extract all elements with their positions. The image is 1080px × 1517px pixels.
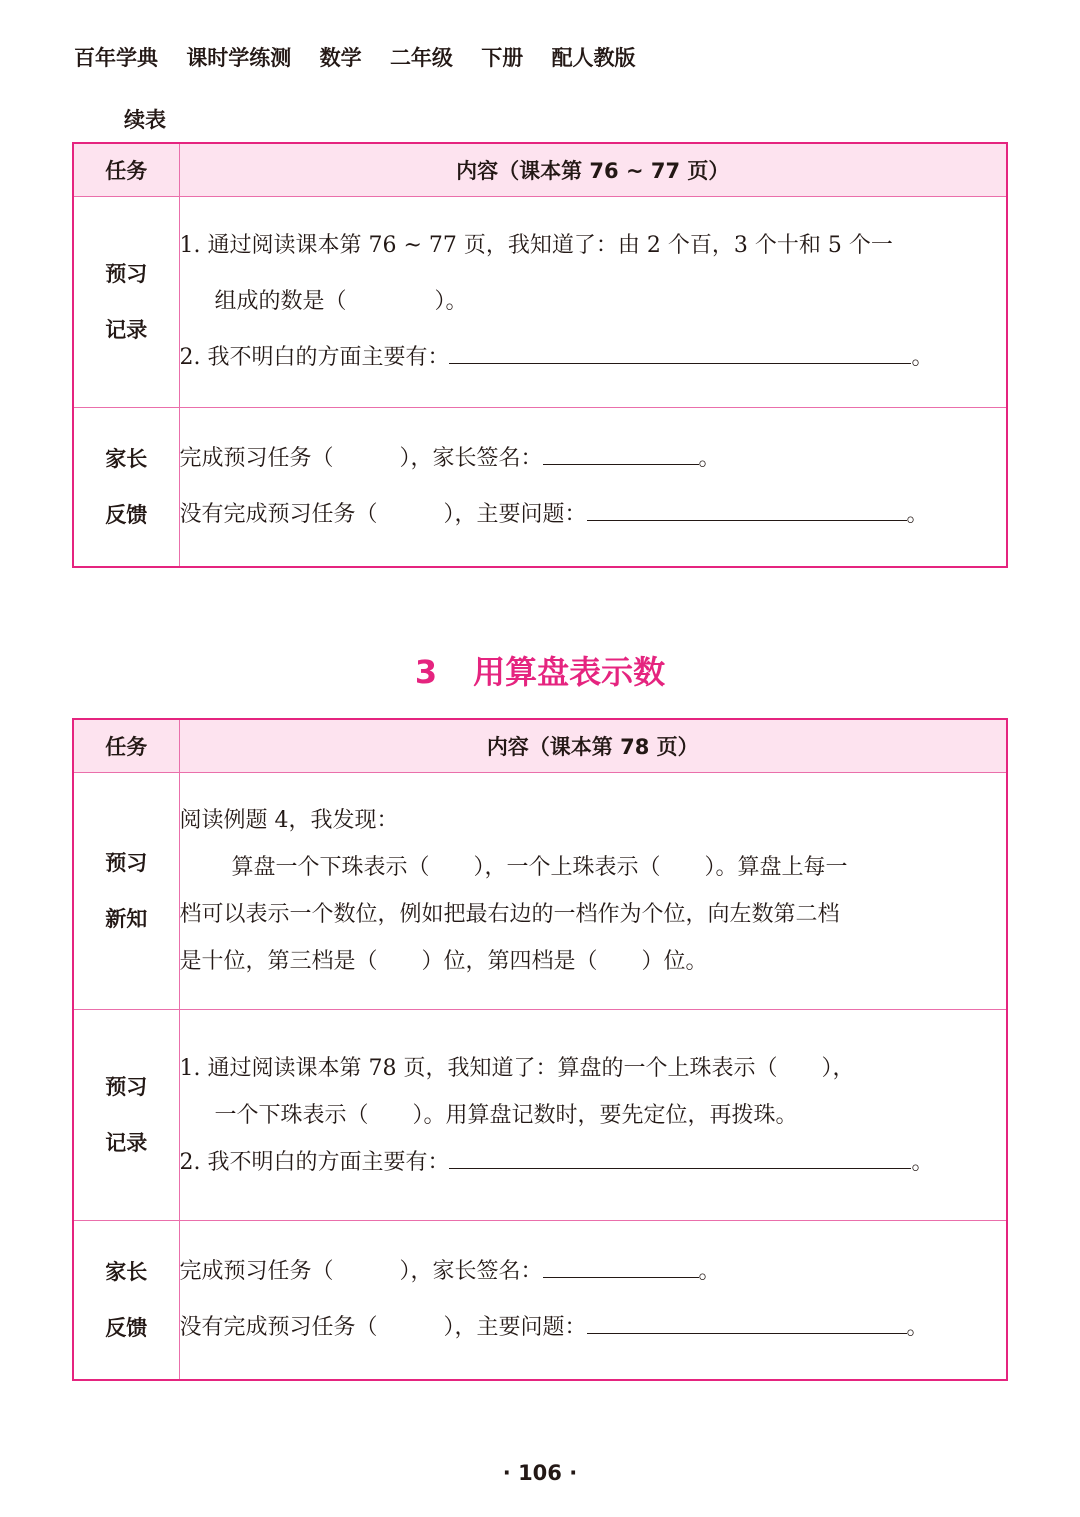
preview-table-continued xyxy=(72,142,1008,568)
text-line: 一个下珠表示（ ）。用算盘记数时，要先定位，再拨珠。 xyxy=(214,1102,798,1128)
col-content-header: 内容（课本第 78 页） xyxy=(179,719,1007,773)
text-line: 没有完成预习任务（ ），主要问题： 。 xyxy=(180,1300,1007,1356)
text-line: 完成预习任务（ ），家长签名： 。 xyxy=(180,1244,1007,1300)
abacus-preview-table xyxy=(72,718,1008,1381)
signature-line[interactable] xyxy=(543,1255,699,1278)
table-header-row xyxy=(73,719,1007,773)
text-line: 1. 通过阅读课本第 78 页，我知道了：算盘的一个上珠表示（ ）， xyxy=(179,1055,855,1081)
book-header xyxy=(74,40,657,76)
section-title xyxy=(0,648,1080,696)
continued-label: 续表 xyxy=(124,108,166,132)
col-task-header: 任务 xyxy=(73,143,179,197)
header-series: 百年学典 xyxy=(74,46,158,70)
row-content xyxy=(179,197,1007,408)
row-content xyxy=(179,408,1007,568)
header-grade: 二年级 xyxy=(389,46,453,70)
parent-feedback-row xyxy=(73,1221,1007,1381)
col-task-header: 任务 xyxy=(73,719,179,773)
row-label: 家长 反馈 xyxy=(73,408,179,568)
answer-line[interactable] xyxy=(449,341,911,364)
row-label: 预习 记录 xyxy=(73,197,179,408)
row-content xyxy=(179,1221,1007,1381)
preview-record-row xyxy=(73,197,1007,408)
text-line: 2. 我不明白的方面主要有： 。 xyxy=(180,1139,1007,1186)
header-edition: 配人教版 xyxy=(551,46,636,70)
text-line: 算盘一个下珠表示（ ），一个上珠表示（ ）。算盘上每一 xyxy=(231,855,848,880)
header-volume: 下册 xyxy=(481,46,524,70)
header-product: 课时学练测 xyxy=(186,46,292,70)
answer-line[interactable] xyxy=(587,498,907,521)
row-content xyxy=(179,1010,1007,1221)
header-subject: 数学 xyxy=(319,46,362,70)
text-line: 阅读例题 4，我发现： xyxy=(179,808,399,833)
answer-line[interactable] xyxy=(449,1146,911,1169)
row-content xyxy=(179,773,1007,1010)
preview-new-row xyxy=(73,773,1007,1010)
parent-feedback-row xyxy=(73,408,1007,568)
text-line: 档可以表示一个数位，例如把最右边的一档作为个位，向左数第二档 xyxy=(179,902,840,927)
section-number: 3 xyxy=(414,653,438,691)
text-line: 完成预习任务（ ），家长签名： 。 xyxy=(180,431,1007,487)
row-label: 预习 记录 xyxy=(73,1010,179,1221)
answer-line[interactable] xyxy=(587,1311,907,1334)
page-number: · 106 · xyxy=(502,1461,578,1485)
row-label: 家长 反馈 xyxy=(73,1221,179,1381)
text-line: 是十位，第三档是（ ）位，第四档是（ ）位。 xyxy=(179,949,708,974)
section-title-text: 用算盘表示数 xyxy=(473,653,666,691)
preview-record-row xyxy=(73,1010,1007,1221)
text-line: 2. 我不明白的方面主要有： 。 xyxy=(180,330,1007,386)
text-line: 1. 通过阅读课本第 76 ~ 77 页，我知道了：由 2 个百，3 个十和 5 个一 xyxy=(179,233,893,258)
row-label: 预习 新知 xyxy=(73,773,179,1010)
text-line: 组成的数是（ ）。 xyxy=(214,289,468,314)
text-line: 没有完成预习任务（ ），主要问题： 。 xyxy=(180,487,1007,543)
signature-line[interactable] xyxy=(543,442,699,465)
col-content-header: 内容（课本第 76 ~ 77 页） xyxy=(179,143,1007,197)
table-header-row xyxy=(73,143,1007,197)
